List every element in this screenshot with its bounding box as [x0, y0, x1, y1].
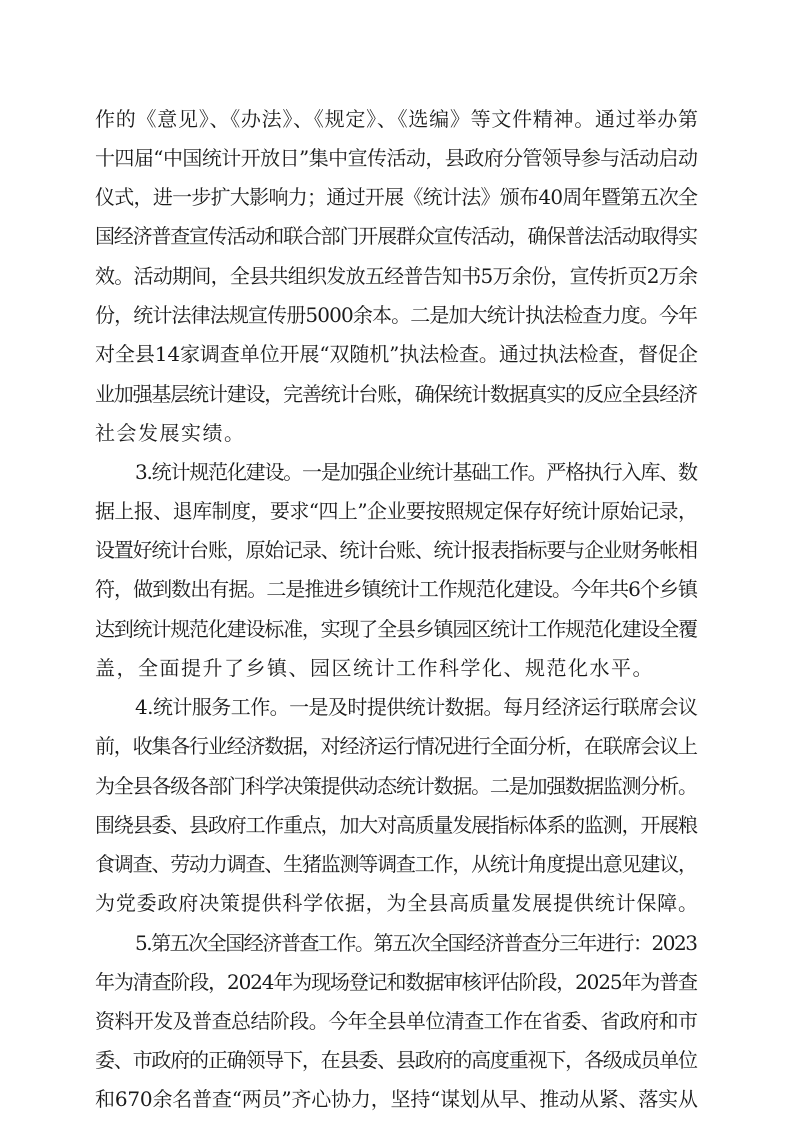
text-line-16: [0, 689, 793, 725]
text-line-5-content: 效。活动期间，全县共组织发放五经普告知书5万余份，宣传折页2万余: [95, 264, 698, 288]
text-line-23: [0, 964, 793, 1000]
text-line-7-content: 对全县14家调查单位开展“双随机”执法检查。通过执法检查，督促企: [95, 342, 698, 366]
text-line-16-content: 4.统计服务工作。一是及时提供统计数据。每月经济运行联席会议: [135, 695, 698, 719]
text-line-5: [0, 258, 793, 294]
text-line-14: [0, 611, 793, 647]
text-line-21: [0, 885, 793, 921]
text-line-6-content: 份，统计法律法规宣传册5000余本。二是加大统计执法检查力度。今年: [95, 303, 698, 327]
text-line-10: [0, 454, 793, 490]
text-line-3: [0, 179, 793, 215]
text-line-17: [0, 728, 793, 764]
text-line-15-content: 盖，全面提升了乡镇、园区统计工作科学化、规范化水平。: [95, 656, 654, 680]
text-line-11-content: 据上报、退库制度，要求“四上”企业要按照规定保存好统计原始记录，: [95, 499, 698, 523]
text-line-2: [0, 140, 793, 176]
text-line-13: [0, 571, 793, 607]
text-line-12: [0, 532, 793, 568]
text-line-12-content: 设置好统计台账，原始记录、统计台账、统计报表指标要与企业财务帐相: [95, 538, 697, 562]
text-line-22: [0, 925, 793, 961]
text-line-23-content: 年为清查阶段，2024年为现场登记和数据审核评估阶段，2025年为普查: [95, 970, 697, 994]
text-line-17-content: 前，收集各行业经济数据，对经济运行情况进行全面分析，在联席会议上: [95, 734, 697, 758]
text-line-9: [0, 415, 793, 451]
text-line-11: [0, 493, 793, 529]
text-line-19: [0, 807, 793, 843]
text-line-26-content: 和670余名普查“两员”齐心协力，坚持“谋划从早、推动从紧、落实从: [95, 1087, 698, 1111]
text-line-4-content: 国经济普查宣传活动和联合部门开展群众宣传活动，确保普法活动取得实: [95, 224, 697, 248]
text-line-8-content: 业加强基层统计建设，完善统计台账，确保统计数据真实的反应全县经济: [95, 382, 697, 406]
text-line-6: [0, 297, 793, 333]
text-line-18-content: 为全县各级各部门科学决策提供动态统计数据。二是加强数据监测分析。: [95, 774, 697, 798]
text-line-21-content: 为党委政府决策提供科学依据，为全县高质量发展提供统计保障。: [95, 891, 699, 915]
text-line-20: [0, 846, 793, 882]
text-line-7: [0, 336, 793, 372]
text-line-4: [0, 218, 793, 254]
text-line-24: [0, 1003, 793, 1039]
text-line-1-content: 作的《意见》、《办法》、《规定》、《选编》等文件精神。通过举办第: [95, 107, 699, 131]
text-line-25-content: 委、市政府的正确领导下，在县委、县政府的高度重视下，各级成员单位: [95, 1048, 697, 1072]
text-line-26: [0, 1081, 793, 1117]
text-line-2-content: 十四届“中国统计开放日”集中宣传活动，县政府分管领导参与活动启动: [95, 146, 698, 170]
text-line-14-content: 达到统计规范化建设标准，实现了全县乡镇园区统计工作规范化建设全覆: [95, 617, 697, 641]
text-line-10-content: 3.统计规范化建设。一是加强企业统计基础工作。严格执行入库、数: [135, 460, 697, 484]
text-line-8: [0, 376, 793, 412]
text-line-1: [0, 101, 793, 137]
text-line-24-content: 资料开发及普查总结阶段。今年全县单位清查工作在省委、省政府和市: [95, 1009, 698, 1033]
text-line-3-content: 仪式，进一步扩大影响力；通过开展《统计法》颁布40周年暨第五次全: [95, 185, 698, 209]
text-line-13-content: 符，做到数出有据。二是推进乡镇统计工作规范化建设。今年共6个乡镇: [95, 577, 698, 601]
text-line-18: [0, 768, 793, 804]
text-line-22-content: 5.第五次全国经济普查工作。第五次全国经济普查分三年进行：2023: [135, 931, 697, 955]
text-line-19-content: 围绕县委、县政府工作重点，加大对高质量发展指标体系的监测，开展粮: [95, 813, 697, 837]
text-line-15: [0, 650, 793, 686]
text-line-25: [0, 1042, 793, 1078]
text-line-9-content: 社会发展实绩。: [95, 421, 246, 445]
text-line-20-content: 食调查、劳动力调查、生猪监测等调查工作，从统计角度提出意见建议，: [95, 852, 697, 876]
